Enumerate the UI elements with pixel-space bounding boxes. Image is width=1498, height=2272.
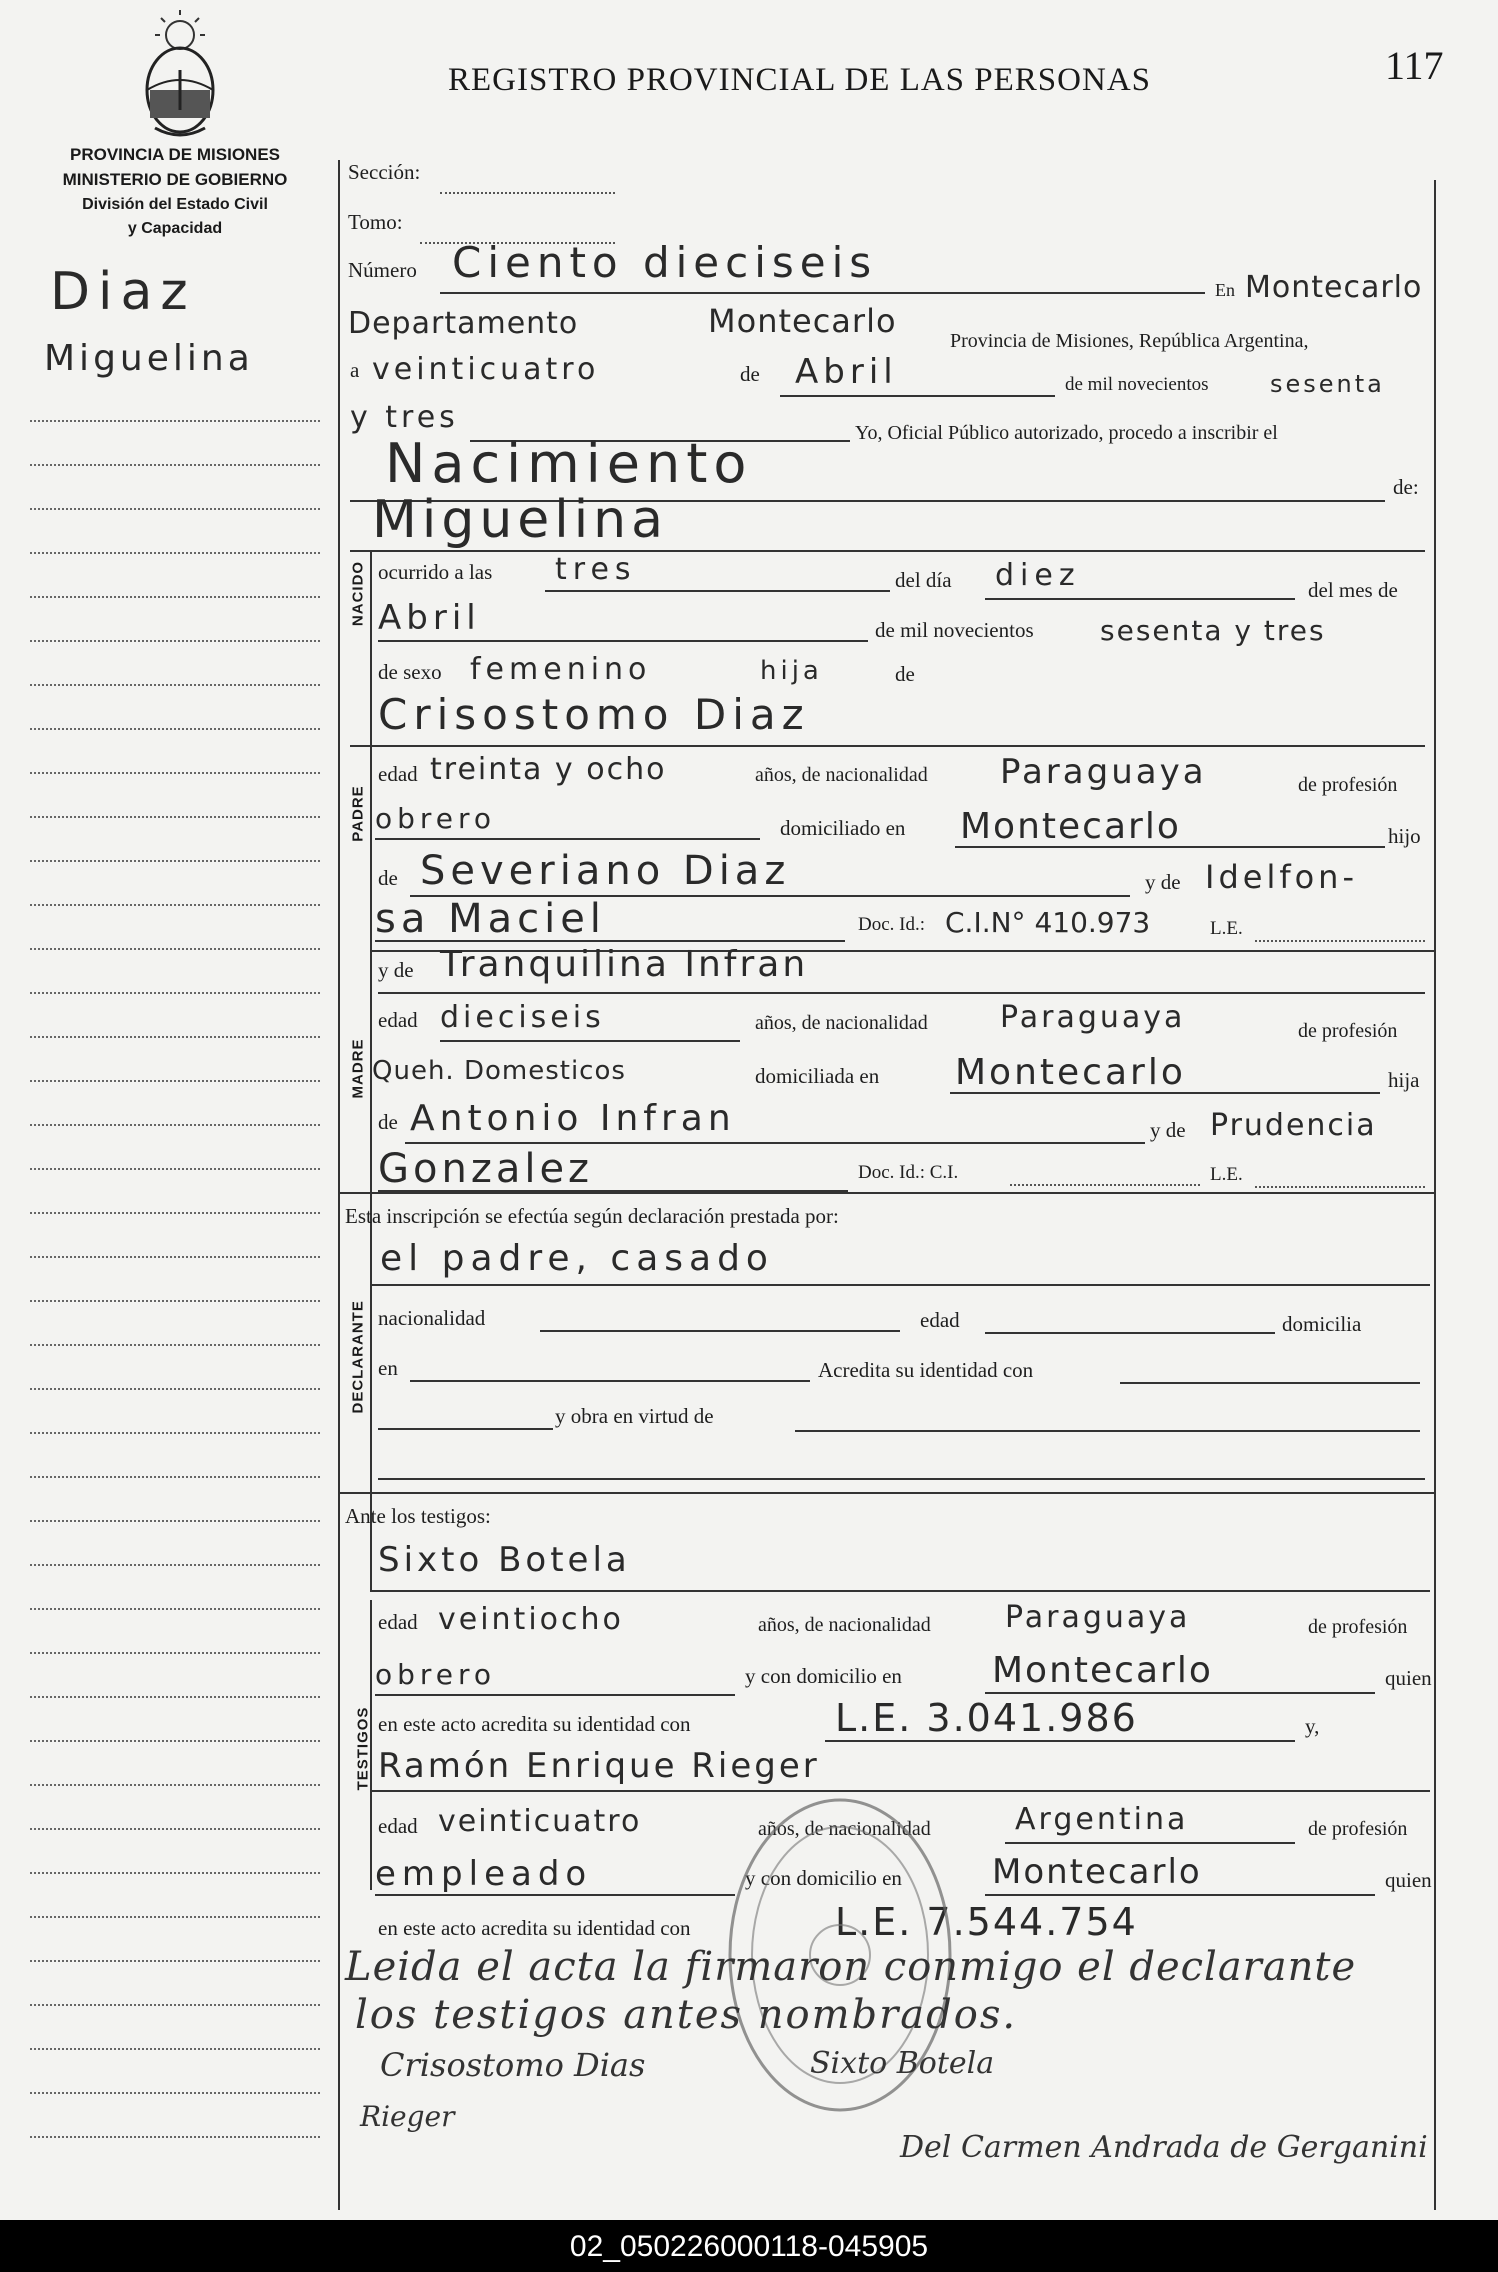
- declarante-extra-line: [378, 1478, 1425, 1480]
- w1-edad-label: edad: [378, 1610, 418, 1634]
- padre-nacionalidad-label: años, de nacionalidad: [755, 764, 928, 786]
- margin-rule: [30, 1300, 320, 1302]
- declarante-edad-line: [985, 1332, 1275, 1334]
- form-right-border: [1434, 180, 1436, 2210]
- margin-rule: [30, 1036, 320, 1038]
- father-profession: obrero: [375, 802, 497, 835]
- testigos-intro: Ante los testigos:: [345, 1504, 491, 1528]
- document-title: REGISTRO PROVINCIAL DE LAS PERSONAS: [448, 62, 1152, 98]
- w1-acredita-label: en este acto acredita su identidad con: [378, 1712, 691, 1736]
- birth-month: Abril: [378, 598, 481, 638]
- padre-domicilio-label: domiciliado en: [780, 816, 906, 840]
- madre-le-label: L.E.: [1210, 1164, 1243, 1185]
- margin-rule: [30, 728, 320, 730]
- org-line-3: División del Estado Civil: [82, 196, 268, 213]
- madre-y-de2-label: y de: [1150, 1118, 1186, 1142]
- madre-section-label: MADRE: [349, 1038, 367, 1099]
- seccion-field: [440, 192, 615, 194]
- margin-rule: [30, 1740, 320, 1742]
- declarante-nacionalidad-label: nacionalidad: [378, 1306, 486, 1330]
- margin-rule: [30, 772, 320, 774]
- margin-rule: [30, 2136, 320, 2138]
- margin-rule: [30, 1124, 320, 1126]
- page-number: 117: [1385, 43, 1444, 88]
- w2-edad-label: edad: [378, 1814, 418, 1838]
- numero-line: [440, 292, 1205, 294]
- signature-officer: Del Carmen Andrada de Gerganini: [900, 2130, 1428, 2165]
- hijo-label: hijo: [1388, 824, 1421, 848]
- margin-rule: [30, 860, 320, 862]
- witness2-age: veinticuatro: [438, 1804, 642, 1839]
- org-line-2: MINISTERIO DE GOBIERNO: [62, 170, 288, 189]
- margin-given-name: Miguelina: [44, 338, 254, 379]
- witness1-nationality: Paraguaya: [1005, 1600, 1191, 1635]
- w1-y-label: y,: [1305, 1714, 1320, 1738]
- declarante-en-line: [410, 1380, 810, 1382]
- birth-month-line: [378, 640, 868, 642]
- testigos-separator: [338, 1492, 1434, 1494]
- registration-day: veinticuatro: [372, 352, 600, 387]
- form-left-border: [338, 160, 340, 2210]
- w2-nacionalidad-label: años, de nacionalidad: [758, 1818, 931, 1840]
- madre-doc-label: Doc. Id.: C.I.: [858, 1162, 959, 1183]
- witness1-name-line: [370, 1590, 1430, 1592]
- margin-rule: [30, 552, 320, 554]
- a-label: a: [350, 358, 360, 382]
- birth-year: sesenta y tres: [1100, 614, 1326, 647]
- declarante-acredita-line: [1120, 1382, 1420, 1384]
- registration-year-2: y tres: [350, 400, 459, 435]
- de-label: de: [740, 362, 760, 386]
- padre-section-label: PADRE: [349, 785, 367, 842]
- w2-profesion-label: de profesión: [1308, 1818, 1408, 1840]
- testigos-section-label: TESTIGOS: [354, 1706, 372, 1791]
- margin-rule: [30, 1388, 320, 1390]
- oficial-text: Yo, Oficial Público autorizado, procedo a inscribir el: [855, 422, 1278, 444]
- departamento-value: Montecarlo: [708, 302, 897, 340]
- margin-rule: [30, 992, 320, 994]
- madre-y-de-label: y de: [378, 958, 414, 982]
- month-line: [780, 395, 1055, 397]
- margin-rule: [30, 684, 320, 686]
- signature-witness2: Rieger: [360, 2100, 455, 2133]
- declarante-en-label: en: [378, 1356, 398, 1380]
- padre-le-label: L.E.: [1210, 918, 1243, 939]
- witness1-name: Sixto Botela: [378, 1540, 631, 1580]
- margin-rule: [30, 1256, 320, 1258]
- margin-rule: [30, 1432, 320, 1434]
- w2-quien-label: quien: [1385, 1868, 1432, 1892]
- nacido-section-label: NACIDO: [349, 560, 367, 627]
- father-nationality: Paraguaya: [1000, 752, 1207, 792]
- hija-value: hija: [760, 656, 823, 686]
- hija-label: hija: [1388, 1068, 1420, 1092]
- sexo-label: de sexo: [378, 660, 442, 684]
- declarante-domicilia-label: domicilia: [1282, 1312, 1362, 1336]
- w1-quien-label: quien: [1385, 1666, 1432, 1690]
- margin-rule: [30, 948, 320, 950]
- tomo-label: Tomo:: [348, 210, 403, 234]
- witness1-age: veintiocho: [438, 1602, 624, 1637]
- margin-rule: [30, 1344, 320, 1346]
- w1-domicilio-label: y con domicilio en: [745, 1664, 902, 1688]
- maternal-grandfather: Antonio Infran: [410, 1098, 736, 1139]
- margin-rule: [30, 464, 320, 466]
- margin-rule: [30, 1212, 320, 1214]
- witness2-profession: empleado: [375, 1854, 593, 1894]
- declarante-edad-label: edad: [920, 1308, 960, 1332]
- numero-value: Ciento dieciseis: [452, 238, 878, 287]
- witness1-document: L.E. 3.041.986: [835, 1696, 1138, 1740]
- margin-rule: [30, 1168, 320, 1170]
- father-document: C.I.N° 410.973: [945, 906, 1151, 939]
- registration-month: Abril: [795, 352, 898, 392]
- witness1-profession-line: [375, 1694, 735, 1696]
- paternal-grandfather: Severiano Diaz: [420, 848, 791, 894]
- margin-rule: [30, 2004, 320, 2006]
- birth-day-line: [985, 598, 1295, 600]
- margin-rule: [30, 1960, 320, 1962]
- signature-father: Crisostomo Dias: [380, 2046, 646, 2084]
- father-address: Montecarlo: [960, 806, 1181, 847]
- declarante-obra-line: [795, 1430, 1420, 1432]
- father-name-line: [350, 745, 1425, 747]
- scan-footer: [0, 2220, 1498, 2272]
- margin-rule: [30, 1828, 320, 1830]
- mother-address: Montecarlo: [955, 1052, 1186, 1093]
- margin-rule: [30, 420, 320, 422]
- margin-rule: [30, 2048, 320, 2050]
- mil-label: de mil novecientos: [1065, 374, 1209, 395]
- mother-age-line: [440, 1040, 740, 1042]
- witness2-address: Montecarlo: [992, 1852, 1202, 1892]
- mother-address-line: [950, 1092, 1380, 1094]
- father-address-line: [955, 846, 1385, 848]
- en-value: Montecarlo: [1245, 270, 1423, 305]
- madre-de-label: de: [378, 1110, 398, 1134]
- madre-domicilio-label: domiciliada en: [755, 1064, 880, 1088]
- ocurrido-label: ocurrido a las: [378, 560, 493, 584]
- margin-rule: [30, 1476, 320, 1478]
- declarante-nacionalidad-line: [540, 1330, 900, 1332]
- maternal-grandmother-b: Gonzalez: [378, 1146, 594, 1192]
- witness2-profession-line: [375, 1894, 735, 1896]
- seccion-label: Sección:: [348, 160, 421, 184]
- padre-le-field: [1255, 940, 1425, 942]
- margin-rule: [30, 1696, 320, 1698]
- del-dia-label: del día: [895, 568, 952, 592]
- mother-age: dieciseis: [440, 1000, 605, 1035]
- de-colon: de:: [1393, 475, 1419, 499]
- margin-rule: [30, 904, 320, 906]
- closing-line-1: Leida el acta la firmaron conmigo el declarante: [345, 1944, 1357, 1990]
- declarante-intro: Esta inscripción se efectúa según declaración prestada por:: [345, 1204, 839, 1228]
- sexo-value: femenino: [470, 652, 652, 687]
- coat-of-arms-icon: [135, 10, 225, 140]
- org-line-4: y Capacidad: [127, 220, 223, 237]
- padre-doc-label: Doc. Id.:: [858, 914, 926, 935]
- madre-doc-field: [1010, 1184, 1200, 1186]
- margin-rule: [30, 1520, 320, 1522]
- padre-profesion-label: de profesión: [1298, 774, 1398, 796]
- witness2-address-line: [985, 1894, 1375, 1896]
- org-line-1: PROVINCIA DE MISIONES: [69, 145, 280, 164]
- en-label: En: [1215, 280, 1235, 300]
- madre-le-field: [1255, 1186, 1425, 1188]
- w1-profesion-label: de profesión: [1308, 1616, 1408, 1638]
- child-name: Miguelina: [372, 490, 668, 550]
- act-type: Nacimiento: [385, 432, 753, 495]
- numero-label: Número: [348, 258, 417, 282]
- nacido-de-label: de: [895, 662, 915, 686]
- madre-nacionalidad-label: años, de nacionalidad: [755, 1012, 928, 1034]
- declarante-section-label: DECLARANTE: [349, 1300, 367, 1414]
- declarante-obra-pre-line: [378, 1428, 553, 1430]
- w1-nacionalidad-label: años, de nacionalidad: [758, 1614, 931, 1636]
- witness1-address-line: [985, 1692, 1375, 1694]
- father-profession-line: [375, 838, 760, 840]
- padre-y-de-label: y de: [1145, 870, 1181, 894]
- hour-line: [545, 590, 890, 592]
- margin-rule: [30, 1784, 320, 1786]
- witness2-nationality: Argentina: [1015, 1802, 1189, 1837]
- padre-edad-label: edad: [378, 762, 418, 786]
- margin-rule: [30, 1652, 320, 1654]
- margin-rule: [30, 816, 320, 818]
- maternal-grandmother-a: Prudencia: [1210, 1108, 1377, 1143]
- child-name-line: [350, 550, 1425, 552]
- registration-year-1: sesenta: [1270, 370, 1385, 398]
- mother-nationality: Paraguaya: [1000, 1000, 1186, 1035]
- mother-name-line: [378, 992, 1425, 994]
- declarante-value: el padre, casado: [380, 1238, 774, 1279]
- maternal-grandfather-line: [405, 1142, 1145, 1144]
- margin-surname: Diaz: [50, 262, 196, 322]
- mother-name: Tranquilina Infran: [440, 944, 809, 985]
- signature-witness1: Sixto Botela: [810, 2046, 995, 2081]
- del-mes-label: del mes de: [1308, 578, 1398, 602]
- paternal-grandmother-a: Idelfon-: [1205, 858, 1358, 896]
- declarante-separator: [338, 1192, 1434, 1194]
- witness2-document: L.E. 7.544.754: [835, 1900, 1138, 1944]
- witness2-name: Ramón Enrique Rieger: [378, 1746, 820, 1786]
- margin-rule: [30, 596, 320, 598]
- margin-rule: [30, 1872, 320, 1874]
- birth-day: diez: [995, 558, 1081, 593]
- witness1-document-line: [825, 1740, 1295, 1742]
- declarante-obra-label: y obra en virtud de: [555, 1404, 714, 1428]
- witness2-nationality-line: [1005, 1842, 1295, 1844]
- paternal-grandmother-b: sa Maciel: [375, 896, 606, 942]
- declarante-acredita-label: Acredita su identidad con: [818, 1358, 1034, 1382]
- margin-rule: [30, 508, 320, 510]
- margin-rule: [30, 1564, 320, 1566]
- mother-profession: Queh. Domesticos: [372, 1056, 626, 1086]
- father-name: Crisostomo Diaz: [378, 690, 810, 739]
- margin-rule: [30, 640, 320, 642]
- closing-line-2: los testigos antes nombrados.: [355, 1992, 1018, 2038]
- margin-rule: [30, 1080, 320, 1082]
- father-age: treinta y ocho: [430, 752, 667, 787]
- departamento-label: Departamento: [348, 306, 579, 341]
- witness1-profession: obrero: [375, 1658, 497, 1691]
- paternal-grandmother-line: [375, 940, 845, 942]
- nacido-mil-label: de mil novecientos: [875, 618, 1034, 642]
- margin-rule: [30, 2092, 320, 2094]
- margin-rule: [30, 1916, 320, 1918]
- w2-domicilio-label: y con domicilio en: [745, 1866, 902, 1890]
- madre-edad-label: edad: [378, 1008, 418, 1032]
- provincia-text: Provincia de Misiones, República Argentina,: [950, 330, 1309, 352]
- padre-de-label: de: [378, 866, 398, 890]
- declarante-line: [370, 1284, 1430, 1286]
- margin-rule: [30, 1608, 320, 1610]
- w2-acredita-label: en este acto acredita su identidad con: [378, 1916, 691, 1940]
- witness1-address: Montecarlo: [992, 1650, 1213, 1691]
- scan-code: 02_050226000118-045905: [569, 2230, 929, 2263]
- birth-hour: tres: [555, 552, 637, 587]
- madre-profesion-label: de profesión: [1298, 1020, 1398, 1042]
